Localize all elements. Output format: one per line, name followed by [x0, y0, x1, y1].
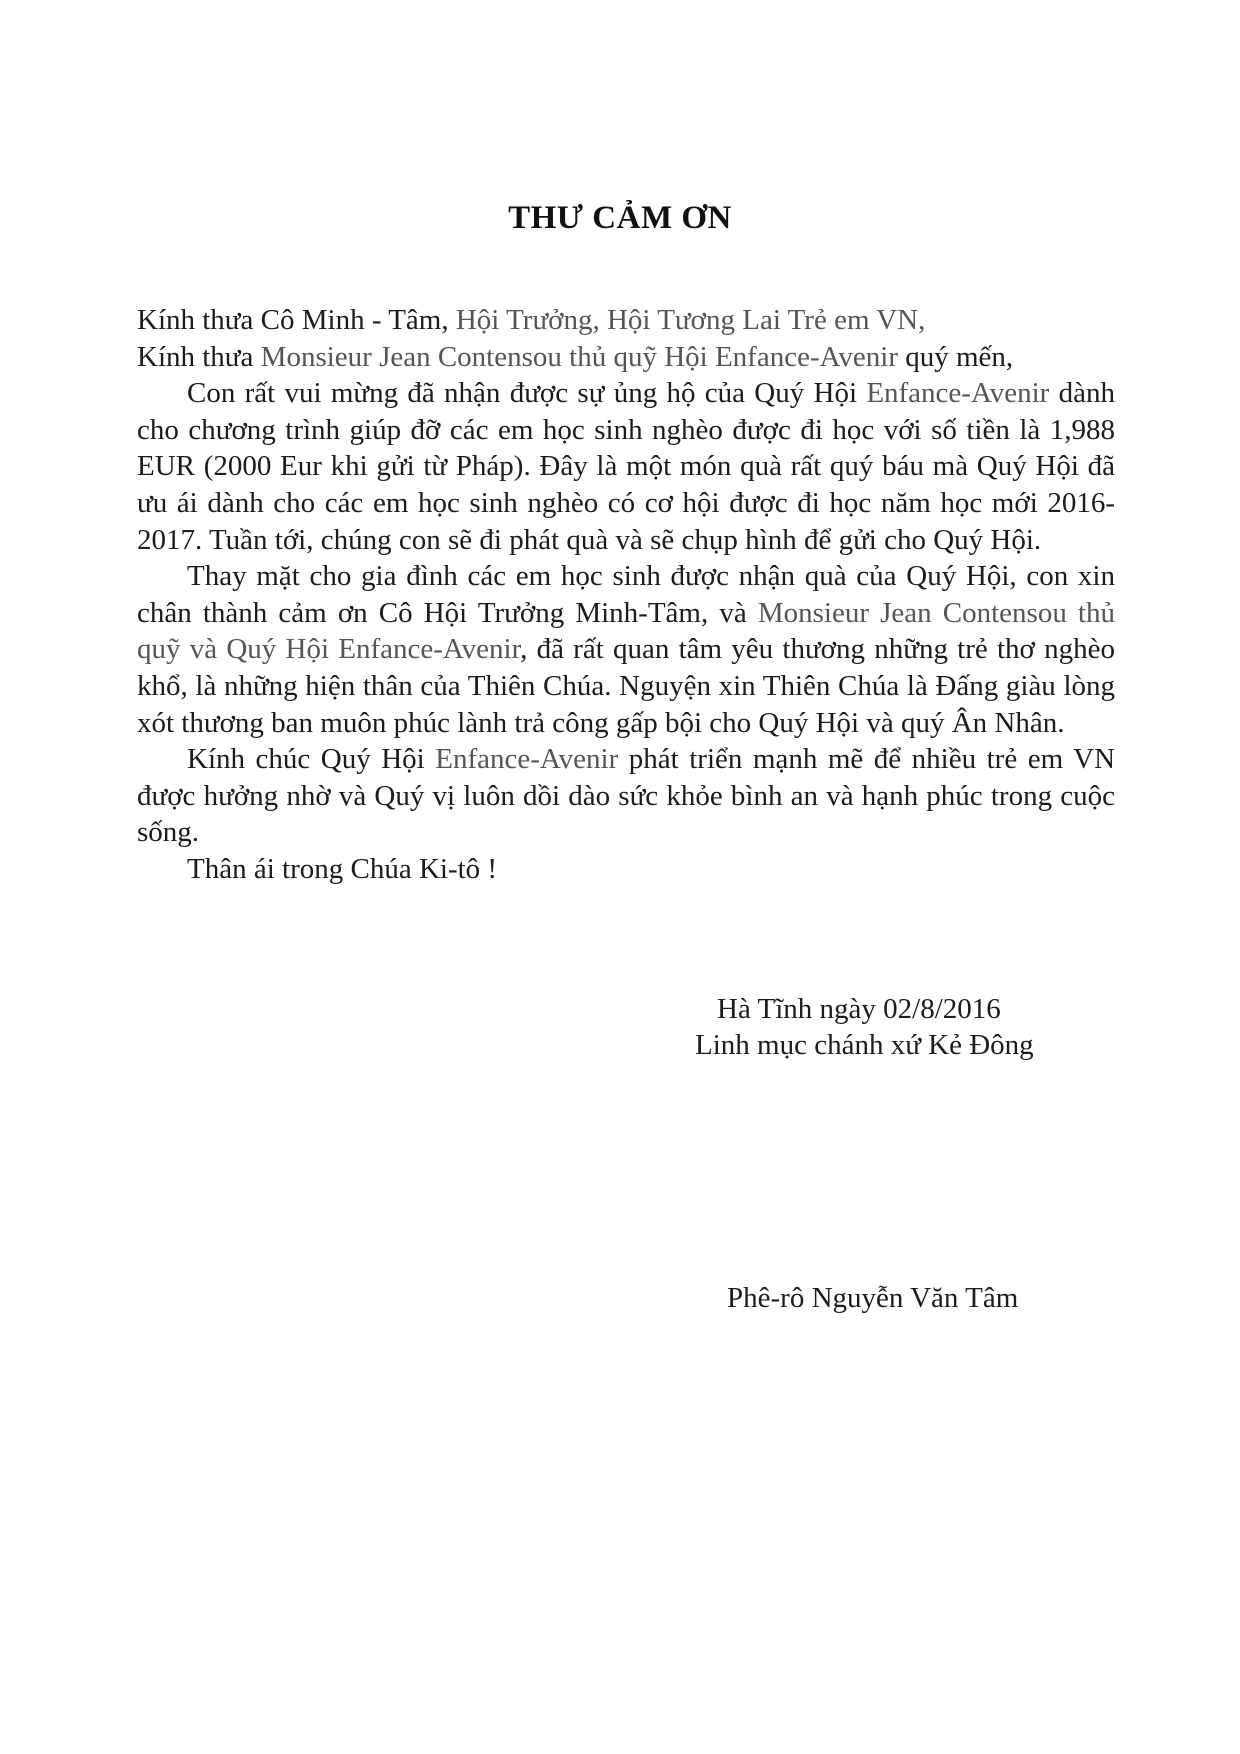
- paragraph-1-part-b: Enfance-Avenir: [866, 377, 1050, 410]
- salutation-line-2: [137, 339, 1115, 376]
- closing-line: Thân ái trong Chúa Ki-tô !: [187, 852, 498, 885]
- paragraph-3: [137, 741, 1115, 851]
- letter-body: [137, 302, 1115, 888]
- paragraph-3-part-a: Kính chúc Quý Hội: [187, 743, 436, 776]
- salutation-line-1: [137, 302, 1115, 339]
- paragraph-1-part-a: Con rất vui mừng đã nhận được sự ủng hộ của Quý Hội: [187, 377, 867, 410]
- salutation-2-part-b: Monsieur Jean Contensou thủ quỹ Hội Enfance-Avenir: [260, 340, 898, 373]
- salutation-1-part-b: Hội Trưởng, Hội Tương Lai Trẻ em VN,: [455, 304, 926, 336]
- paragraph-2-part-b: Monsieur Jean Contensou thủ quỹ và Quý Hội Enfance-Avenir: [137, 596, 1115, 666]
- paragraph-1: [137, 375, 1115, 558]
- paragraph-2-part-c: , đã rất quan tâm yêu thương những trẻ thơ nghèo khổ, là những hiện thân của Thiên Chúa. Nguyện xin Thiên Chúa là Đấng giàu lòng xót thương ban muôn phúc lành trả công gấp bội cho Quý Hội và quý Ân Nhân.: [137, 633, 1115, 739]
- paragraph-1-part-c: dành cho chương trình giúp đỡ các em học sinh nghèo được đi học với số tiền là 1,988 EUR (2000 Eur khi gửi từ Pháp). Đây là một món quà rất quý báu mà Quý Hội đã ưu ái dành cho các em học sinh nghèo có cơ hội được đi học năm học mới 2016-2017. Tuần tới, chúng con sẽ đi phát quà và sẽ chụp hình để gửi cho Quý Hội.: [137, 377, 1115, 556]
- signer-name: Phê-rô Nguyễn Văn Tâm: [727, 1282, 1019, 1314]
- salutation-2-part-c: quý mến,: [897, 340, 1014, 373]
- place-date: Hà Tĩnh ngày 02/8/2016: [717, 993, 1001, 1025]
- paragraph-2-part-a: Thay mặt cho gia đình các em học sinh được nhận quà của Quý Hội, con xin chân thành cảm ơn Cô Hội Trưởng Minh-Tâm, và: [137, 560, 1115, 629]
- letter-title: THƯ CẢM ƠN: [508, 200, 732, 236]
- paragraph-3-part-c: phát triển mạnh mẽ để nhiều trẻ em VN được hưởng nhờ và Quý vị luôn dồi dào sức khỏe bình an và hạnh phúc trong cuộc sống.: [137, 743, 1116, 849]
- salutation-1-part-a: Kính thưa Cô Minh - Tâm,: [137, 304, 456, 336]
- paragraph-2: [137, 558, 1115, 741]
- paragraph-3-part-b: Enfance-Avenir: [435, 743, 619, 776]
- signer-role: Linh mục chánh xứ Kẻ Đông: [695, 1029, 1034, 1061]
- salutation-2-part-a: Kính thưa: [137, 340, 261, 373]
